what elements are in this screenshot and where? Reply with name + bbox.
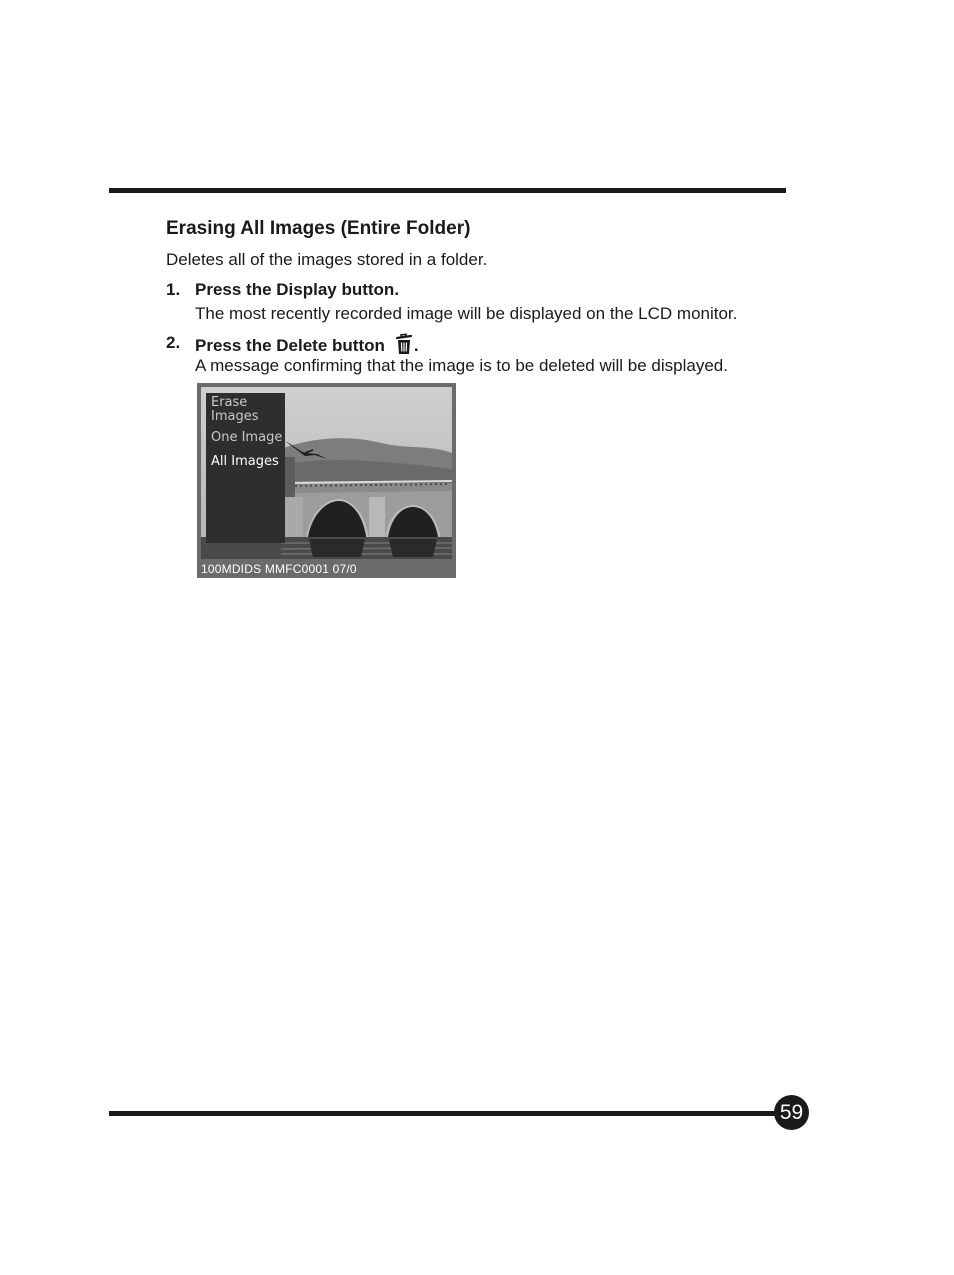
step-1-title: Press the Display button. [195,280,400,299]
erase-menu [206,393,285,543]
lcd-screen-figure [197,383,456,578]
section-intro: Deletes all of the images stored in a folder. [166,250,488,269]
step-2-description: A message confirming that the image is to be deleted will be displayed. [195,356,728,375]
step-1-description: The most recently recorded image will be displayed on the LCD monitor. [195,304,738,323]
step-2-title: Press the Delete button [195,336,385,355]
menu-option-all-images[interactable]: All Images [211,454,279,469]
step-2-title-period: . [413,336,419,355]
lcd-status-line: 100MDIDS MMFC0001 07/0 [201,562,357,576]
step-2-title-line [195,333,419,356]
erase-menu-title: Erase Images [211,395,259,424]
step-1-number: 1. [166,280,181,299]
menu-option-one-image[interactable]: One Image [211,430,283,445]
step-2-number: 2. [166,333,181,352]
header-rule [109,188,786,193]
footer-rule [109,1111,779,1116]
trash-icon [394,333,414,355]
page-number-badge: 59 [774,1095,809,1130]
section-title: Erasing All Images (Entire Folder) [166,218,471,239]
